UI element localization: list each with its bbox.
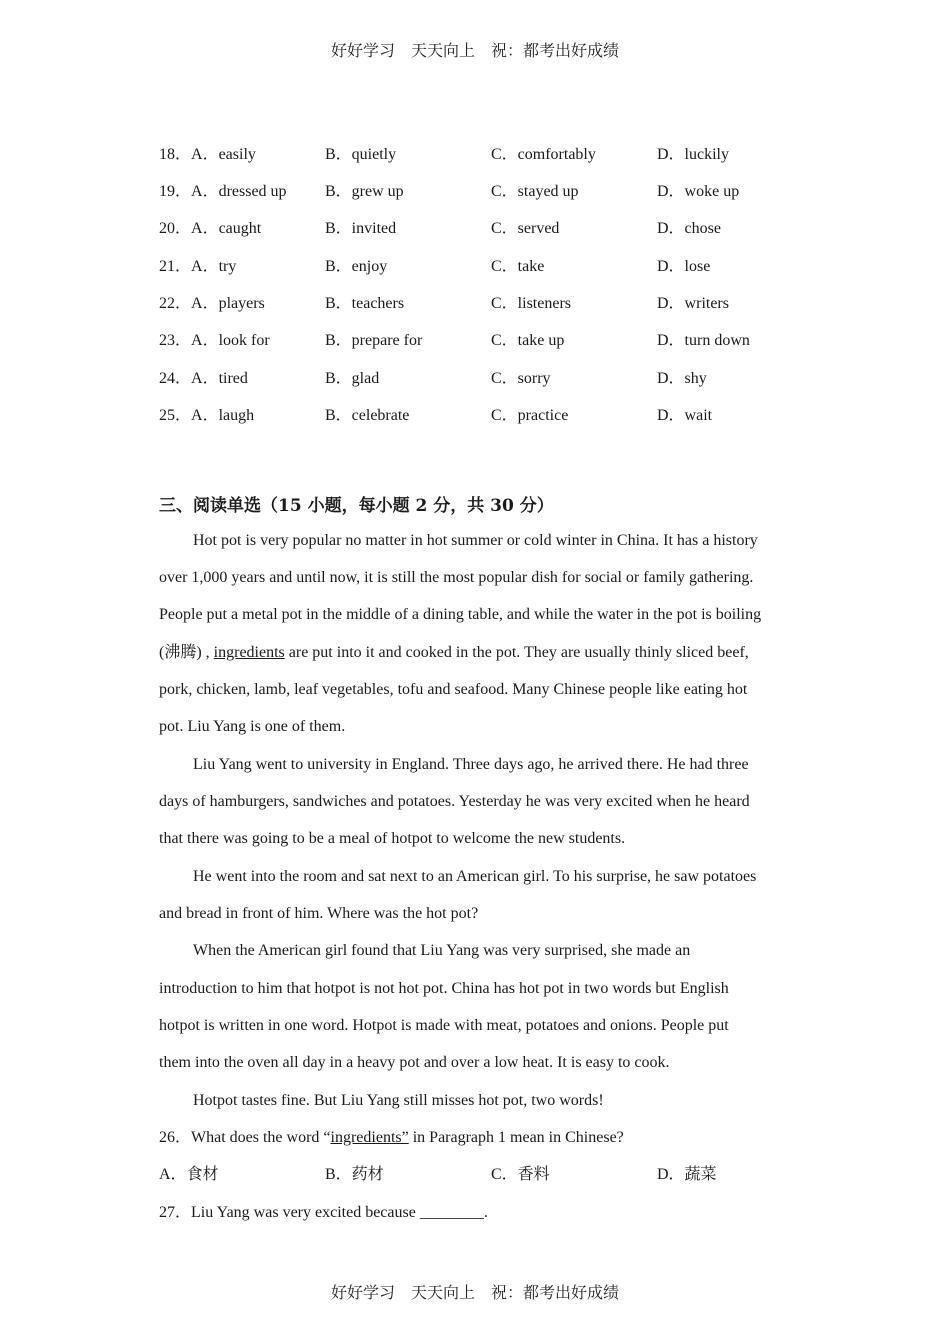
option-a: 18．A．easily [159, 146, 256, 163]
option-c: C．served [491, 220, 560, 237]
option-row-20 [0, 217, 950, 241]
option-a: 25．A．laugh [159, 407, 255, 424]
option-c: C．comfortably [491, 146, 596, 163]
question-text: 26．What does the word “ [159, 1129, 331, 1146]
option-c: C．sorry [491, 370, 551, 387]
passage-line [159, 641, 749, 665]
option-row-24 [0, 367, 950, 391]
option-b: B．药材 [325, 1166, 384, 1183]
option-a: A．食材 [159, 1166, 219, 1183]
passage-line: and bread in front of him. Where was the hot pot? [159, 905, 479, 922]
page-footer: 好好学习 天天向上 祝：都考出好成绩 [330, 1283, 619, 1302]
passage-text: are put into it and cooked in the pot. They are usually thinly sliced beef, [284, 644, 749, 661]
option-b: B．enjoy [325, 258, 388, 275]
passage-line: When the American girl found that Liu Yang was very surprised, she made an [193, 942, 691, 959]
option-c: C．香料 [491, 1166, 550, 1183]
passage-line: over 1,000 years and until now, it is still the most popular dish for social or family gathering. [159, 569, 754, 586]
option-a: 24．A．tired [159, 370, 248, 387]
option-d: D．lose [657, 258, 711, 275]
option-b: B．invited [325, 220, 397, 237]
option-b: B．celebrate [325, 407, 410, 424]
question-27: 27．Liu Yang was very excited because ________. [159, 1204, 488, 1221]
option-c: C．take up [491, 332, 565, 349]
passage-line: hotpot is written in one word. Hotpot is made with meat, potatoes and onions. People put [159, 1017, 729, 1034]
passage-line: Hotpot tastes fine. But Liu Yang still misses hot pot, two words! [193, 1092, 604, 1109]
underlined-word: ingredients” [330, 1129, 409, 1146]
passage-line: pork, chicken, lamb, leaf vegetables, tofu and seafood. Many Chinese people like eating hot [159, 681, 748, 698]
option-row-18 [0, 143, 950, 167]
underlined-word: ingredients [213, 644, 285, 661]
passage-line: pot. Liu Yang is one of them. [159, 718, 346, 735]
option-d: D．chose [657, 220, 721, 237]
question-26-options [0, 1163, 950, 1187]
option-d: D．蔬菜 [657, 1166, 717, 1183]
option-row-23 [0, 329, 950, 353]
option-d: D．writers [657, 295, 729, 312]
question-text: in Paragraph 1 mean in Chinese? [408, 1129, 624, 1146]
option-d: D．woke up [657, 183, 740, 200]
page-header: 好好学习 天天向上 祝：都考出好成绩 [330, 41, 619, 60]
option-row-21 [0, 255, 950, 279]
option-a: 19．A．dressed up [159, 183, 287, 200]
option-b: B．teachers [325, 295, 405, 312]
option-a: 20．A．caught [159, 220, 262, 237]
passage-line: Liu Yang went to university in England. Three days ago, he arrived there. He had three [193, 756, 749, 773]
option-c: C．listeners [491, 295, 571, 312]
passage-line: them into the oven all day in a heavy pot and over a low heat. It is easy to cook. [159, 1054, 670, 1071]
option-c: C．take [491, 258, 545, 275]
option-a: 23．A．look for [159, 332, 270, 349]
option-d: D．shy [657, 370, 707, 387]
option-a: 22．A．players [159, 295, 265, 312]
section-title: 三、阅读单选（15 小题，每小题 2 分，共 30 分） [159, 496, 554, 516]
passage-line: that there was going to be a meal of hotpot to welcome the new students. [159, 830, 626, 847]
option-b: B．grew up [325, 183, 404, 200]
option-row-19 [0, 180, 950, 204]
option-row-25 [0, 404, 950, 428]
passage-line: He went into the room and sat next to an American girl. To his surprise, he saw potatoes [193, 868, 757, 885]
option-b: B．prepare for [325, 332, 423, 349]
passage-line: days of hamburgers, sandwiches and potatoes. Yesterday he was very excited when he heard [159, 793, 750, 810]
option-d: D．turn down [657, 332, 750, 349]
passage-line: People put a metal pot in the middle of a dining table, and while the water in the pot is boiling [159, 606, 762, 623]
option-c: C．practice [491, 407, 569, 424]
option-d: D．wait [657, 407, 713, 424]
option-a: 21．A．try [159, 258, 237, 275]
passage-line: Hot pot is very popular no matter in hot summer or cold winter in China. It has a history [193, 532, 758, 549]
passage-line: introduction to him that hotpot is not hot pot. China has hot pot in two words but English [159, 980, 729, 997]
option-c: C．stayed up [491, 183, 579, 200]
option-row-22 [0, 292, 950, 316]
option-b: B．quietly [325, 146, 397, 163]
option-d: D．luckily [657, 146, 729, 163]
question-26 [159, 1126, 624, 1150]
option-b: B．glad [325, 370, 380, 387]
passage-text: (沸腾) , [159, 644, 214, 661]
